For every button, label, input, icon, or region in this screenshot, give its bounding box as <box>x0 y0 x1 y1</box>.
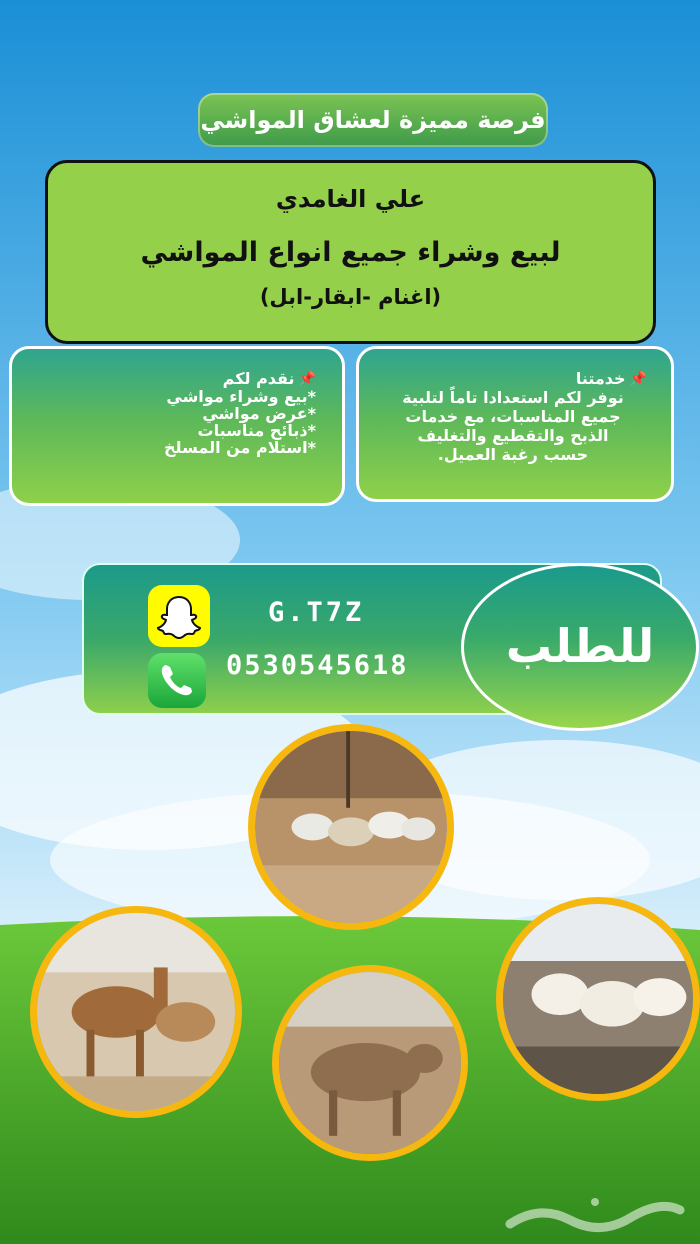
seller-info-box <box>45 160 656 344</box>
offer-item: *استلام من المسلخ <box>164 438 316 457</box>
watermark-logo <box>500 1190 690 1238</box>
service-heading: خدمتنا <box>575 369 626 388</box>
whatsapp-icon[interactable] <box>148 653 206 708</box>
offer-item: *بيع وشراء مواشي <box>166 387 316 406</box>
cow-photo <box>272 965 468 1161</box>
snapchat-icon[interactable] <box>148 585 210 647</box>
pushpin-icon: 📌 <box>629 370 647 387</box>
livestock-types: (اغنام -ابقار-ابل) <box>259 285 442 309</box>
sheep-photo <box>496 897 700 1101</box>
tagline-banner: فرصة مميزة لعشاق المواشي <box>198 93 548 147</box>
seller-name: علي الغامدي <box>275 185 426 213</box>
offer-card <box>9 346 345 506</box>
service-line: جميع المناسبات، مع خدمات <box>405 407 621 426</box>
service-line: نوفر لكم استعدادا تاماً لتلبية <box>402 388 624 407</box>
offer-item: *عرض مواشي <box>202 404 316 423</box>
pushpin-icon: 📌 <box>298 370 316 387</box>
phone-number[interactable]: 0530545618 <box>226 650 409 681</box>
service-line: الذبح والتقطيع والتغليف <box>417 426 609 445</box>
seller-subtitle: لبيع وشراء جميع انواع المواشي <box>140 237 561 268</box>
order-button[interactable]: للطلب <box>461 563 699 731</box>
service-card <box>356 346 674 502</box>
offer-heading: نقدم لكم <box>222 369 295 388</box>
snapchat-username[interactable]: G.T7Z <box>268 597 365 628</box>
offer-item: *ذبائح مناسبات <box>197 421 316 440</box>
service-line: حسب رغبة العميل. <box>437 445 589 464</box>
goats-pen-photo <box>248 724 454 930</box>
camels-photo <box>30 906 242 1118</box>
